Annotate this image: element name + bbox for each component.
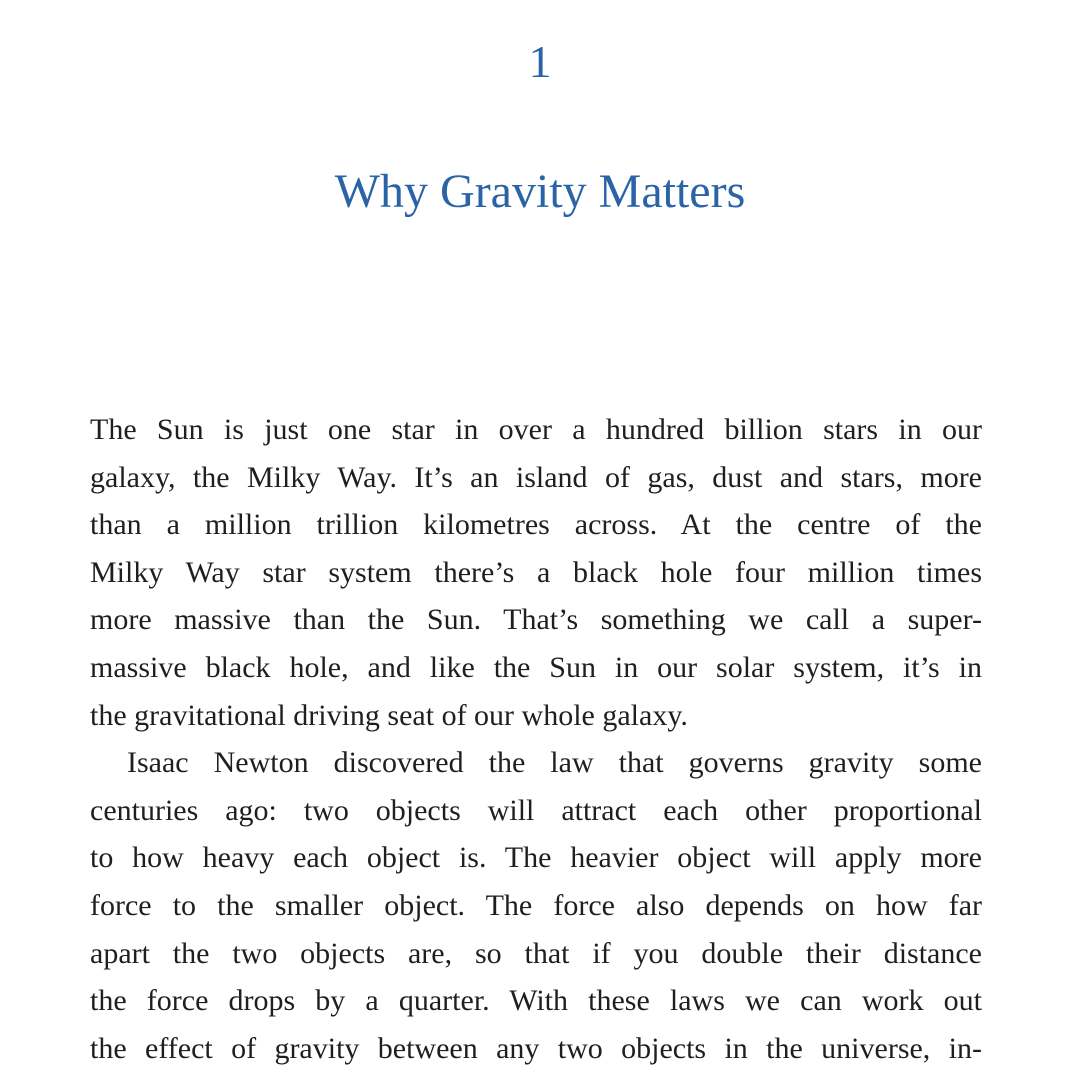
text-line: force to the smaller object. The force also depends on how far bbox=[90, 888, 982, 922]
text-line: centuries ago: two objects will attract each other proportional bbox=[90, 793, 982, 827]
text-line: massive black hole, and like the Sun in our solar system, it’s in bbox=[90, 650, 982, 684]
text-line: the effect of gravity between any two objects in the universe, in- bbox=[90, 1031, 982, 1065]
text-line: Isaac Newton discovered the law that governs gravity some bbox=[127, 746, 982, 780]
chapter-number: 1 bbox=[528, 36, 552, 87]
text-line: the force drops by a quarter. With these laws we can work out bbox=[90, 984, 982, 1018]
text-line: than a million trillion kilometres across. At the centre of the bbox=[90, 508, 982, 542]
text-line: Milky Way star system there’s a black hole four million times bbox=[90, 555, 982, 589]
text-line: apart the two objects are, so that if you double their distance bbox=[90, 936, 982, 970]
text-line: galaxy, the Milky Way. It’s an island of gas, dust and stars, more bbox=[90, 460, 982, 494]
chapter-title: Why Gravity Matters bbox=[334, 165, 746, 218]
body-text bbox=[90, 406, 982, 1072]
text-line: the gravitational driving seat of our whole galaxy. bbox=[90, 698, 688, 732]
text-line: to how heavy each object is. The heavier object will apply more bbox=[90, 841, 982, 875]
text-line: The Sun is just one star in over a hundred billion stars in our bbox=[90, 413, 982, 446]
text-line: more massive than the Sun. That’s something we call a super- bbox=[90, 603, 982, 637]
